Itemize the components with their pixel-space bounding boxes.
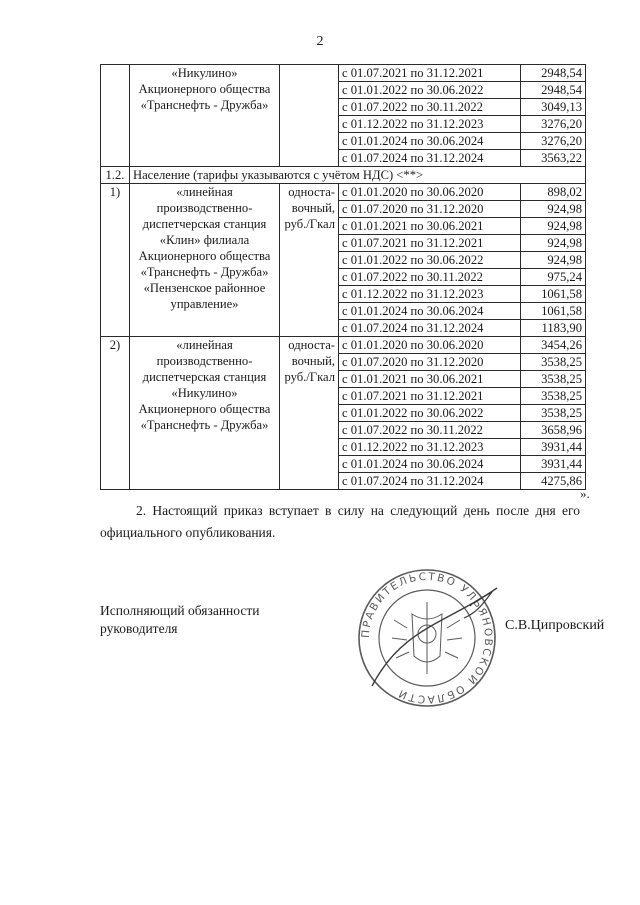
seal-inscription: ПРАВИТЕЛЬСТВО УЛЬЯНОВСКОЙ ОБЛАСТИ [359,570,495,706]
tariff-value-cell: 3658,96 [521,422,586,439]
tariff-value-cell: 3538,25 [521,405,586,422]
period-cell: с 01.12.2022 по 31.12.2023 [339,286,521,303]
tariff-value-cell: 3049,13 [521,99,586,116]
unit-cell [280,65,339,167]
signer-name: С.В.Ципровский [505,618,605,633]
unit-cell: односта-вочный, руб./Гкал [280,184,339,337]
tariff-value-cell: 2948,54 [521,82,586,99]
table-row [101,65,586,82]
period-cell: с 01.12.2022 по 31.12.2023 [339,116,521,133]
row-number-cell [101,65,130,167]
period-cell: с 01.07.2020 по 31.12.2020 [339,201,521,218]
tariff-value-cell: 2948,54 [521,65,586,82]
tariff-value-cell: 924,98 [521,235,586,252]
period-cell: с 01.07.2024 по 31.12.2024 [339,150,521,167]
station-name-cell: «линейная производственно-диспетчерская станция «Клин» филиала Акционерного общества «Транснефть - Дружба» «Пензенское районное управление» [130,184,280,337]
period-cell: с 01.01.2024 по 30.06.2024 [339,303,521,320]
period-cell: с 01.07.2021 по 31.12.2021 [339,65,521,82]
period-cell: с 01.01.2020 по 30.06.2020 [339,337,521,354]
clause-2-text: 2. Настоящий приказ вступает в силу на следующий день после дня его официального опубликования. [100,503,580,540]
page-number: 2 [316,34,324,49]
tariff-table [100,64,586,490]
station-name-cell: «Никулино» Акционерного общества «Транснефть - Дружба» [130,65,280,167]
period-cell: с 01.01.2024 по 30.06.2024 [339,133,521,150]
signer-title: Исполняющий обязанности руководителя [100,603,260,636]
period-cell: с 01.01.2022 по 30.06.2022 [339,405,521,422]
official-seal-icon [352,568,502,708]
entry-number-cell: 2) [101,337,130,490]
period-cell: с 01.01.2021 по 30.06.2021 [339,218,521,235]
period-cell: с 01.07.2021 по 31.12.2021 [339,235,521,252]
tariff-value-cell: 3563,22 [521,150,586,167]
period-cell: с 01.01.2022 по 30.06.2022 [339,252,521,269]
period-cell: с 01.07.2022 по 30.11.2022 [339,99,521,116]
period-cell: с 01.07.2022 по 30.11.2022 [339,422,521,439]
tariff-value-cell: 924,98 [521,218,586,235]
tariff-value-cell: 924,98 [521,252,586,269]
period-cell: с 01.07.2022 по 30.11.2022 [339,269,521,286]
period-cell: с 01.07.2021 по 31.12.2021 [339,388,521,405]
unit-cell: односта-вочный, руб./Гкал [280,337,339,490]
tariff-value-cell: 975,24 [521,269,586,286]
period-cell: с 01.12.2022 по 31.12.2023 [339,439,521,456]
tariff-value-cell: 4275,86 [521,473,586,490]
tariff-value-cell: 3538,25 [521,354,586,371]
table-closing-quote: ». [580,486,590,501]
tariff-table-body [101,65,586,490]
tariff-value-cell: 1061,58 [521,303,586,320]
tariff-value-cell: 3931,44 [521,456,586,473]
tariff-value-cell: 924,98 [521,201,586,218]
tariff-value-cell: 3276,20 [521,133,586,150]
period-cell: с 01.01.2024 по 30.06.2024 [339,456,521,473]
tariff-value-cell: 3454,26 [521,337,586,354]
tariff-value-cell: 3538,25 [521,388,586,405]
period-cell: с 01.01.2022 по 30.06.2022 [339,82,521,99]
table-row [101,337,586,354]
tariff-value-cell: 3538,25 [521,371,586,388]
period-cell: с 01.07.2020 по 31.12.2020 [339,354,521,371]
tariff-value-cell: 1183,90 [521,320,586,337]
section-title-cell: Население (тарифы указываются с учётом НДС) <**> [130,167,586,184]
station-name-cell: «линейная производственно-диспетчерская станция «Никулино» Акционерного общества «Транснефть - Дружба» [130,337,280,490]
tariff-value-cell: 3276,20 [521,116,586,133]
tariff-value-cell: 3931,44 [521,439,586,456]
period-cell: с 01.07.2024 по 31.12.2024 [339,473,521,490]
tariff-value-cell: 1061,58 [521,286,586,303]
section-header-row [101,167,586,184]
section-number-cell: 1.2. [101,167,130,184]
seal-emblem-icon [392,602,462,674]
period-cell: с 01.01.2021 по 30.06.2021 [339,371,521,388]
tariff-value-cell: 898,02 [521,184,586,201]
period-cell: с 01.07.2024 по 31.12.2024 [339,320,521,337]
table-row [101,184,586,201]
period-cell: с 01.01.2020 по 30.06.2020 [339,184,521,201]
entry-number-cell: 1) [101,184,130,337]
